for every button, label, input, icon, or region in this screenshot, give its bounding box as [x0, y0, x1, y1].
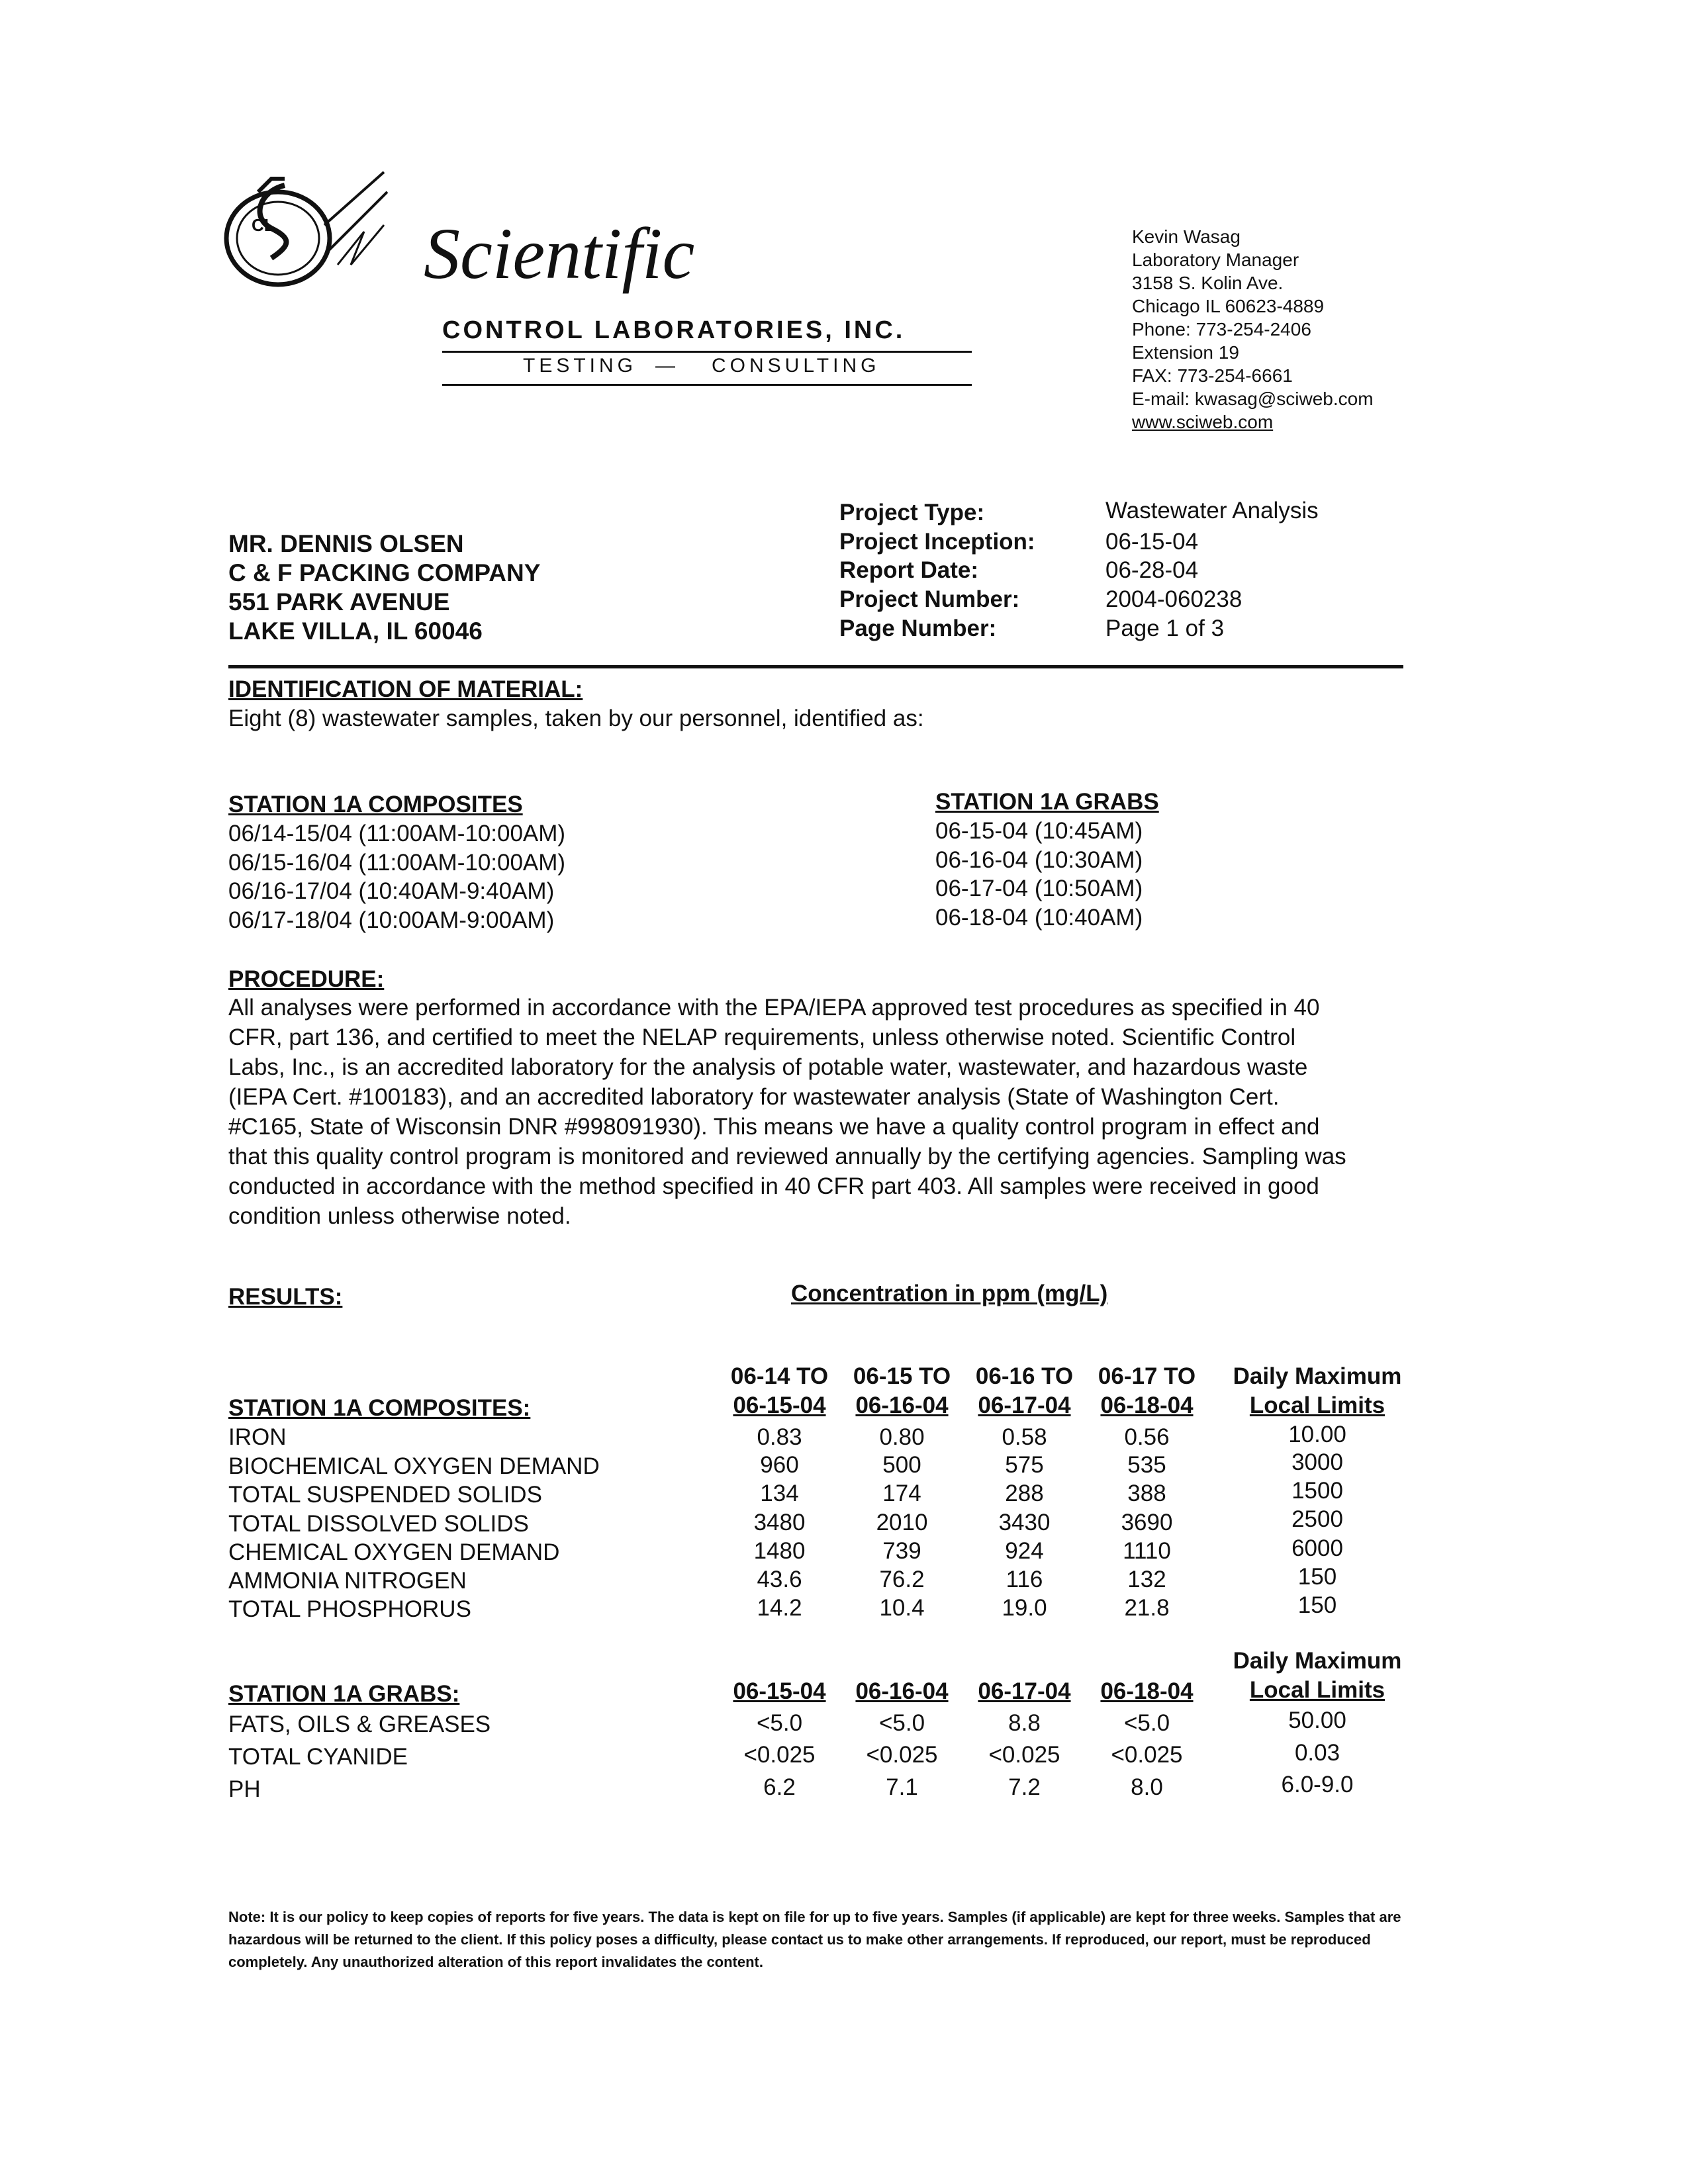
table-cell: 6.0-9.0 [1281, 1772, 1354, 1797]
table-cell: 8.0 [1131, 1774, 1163, 1800]
row-label: TOTAL CYANIDE [228, 1744, 408, 1770]
column-header-top: Daily Maximum [1233, 1648, 1402, 1674]
contact-extension: Extension 19 [1132, 342, 1239, 363]
contact-block [1132, 225, 1374, 433]
procedure-line: Labs, Inc., is an accredited laboratory for the analysis of potable water, wastewater, and hazardous waste [228, 1054, 1308, 1080]
table-cell: 3480 [753, 1510, 806, 1535]
table-cell: 288 [1005, 1480, 1044, 1506]
grab-sample: 06-18-04 (10:40AM) [935, 905, 1143, 931]
table-cell: <0.025 [988, 1742, 1060, 1768]
flask-logo-icon [218, 165, 391, 298]
company-logo [218, 152, 1013, 397]
table-cell: <5.0 [1123, 1710, 1170, 1736]
table-cell: 6.2 [763, 1774, 796, 1800]
table-cell: 535 [1127, 1452, 1166, 1478]
page-number-value: Page 1 of 3 [1105, 615, 1225, 641]
table-cell: 960 [760, 1452, 799, 1478]
table-cell: <0.025 [1111, 1742, 1183, 1768]
procedure-heading: PROCEDURE: [228, 966, 385, 992]
table-cell: 150 [1297, 1564, 1337, 1590]
project-number-label: Project Number: [839, 586, 1020, 612]
table-cell: 388 [1127, 1480, 1166, 1506]
report-date-value: 06-28-04 [1105, 557, 1199, 583]
row-label: AMMONIA NITROGEN [228, 1568, 467, 1594]
composite-sample: 06/15-16/04 (11:00AM-10:00AM) [228, 850, 566, 876]
procedure-line: that this quality control program is monitored and reviewed annually by the certifying agencies. Sampling was [228, 1144, 1346, 1169]
client-company: C & F PACKING COMPANY [228, 559, 541, 586]
procedure-line: conducted in accordance with the method specified in 40 CFR part 403. All samples were received in good [228, 1173, 1319, 1199]
client-street: 551 PARK AVENUE [228, 588, 450, 615]
table-cell: 8.8 [1008, 1710, 1041, 1736]
logo-tagline-right: CONSULTING [712, 355, 880, 377]
column-header-bottom: 06-18-04 [1100, 1678, 1194, 1704]
table-cell: 132 [1127, 1567, 1166, 1592]
contact-fax: FAX: 773-254-6661 [1132, 365, 1293, 386]
composite-sample: 06/16-17/04 (10:40AM-9:40AM) [228, 878, 555, 904]
table-cell: 500 [882, 1452, 921, 1478]
footer-note: Note: It is our policy to keep copies of reports for five years. The data is kept on file for up to five years. Samples (if applicable) are kept for three weeks. Samples that are hazardous will be returned to the client. If this policy poses a difficulty, please contact us to make other arrangements. If reproduced, our report, must be reproduced completely. Any unauthorized alteration of this report invalidates the content. [228, 1909, 1401, 1970]
row-label: TOTAL PHOSPHORUS [228, 1596, 471, 1622]
table-cell: 76.2 [879, 1567, 925, 1592]
table-cell: 6000 [1291, 1535, 1343, 1561]
client-name: MR. DENNIS OLSEN [228, 530, 464, 557]
report-date-label: Report Date: [839, 557, 979, 583]
table-cell: <0.025 [866, 1742, 938, 1768]
table-cell: 3430 [998, 1510, 1051, 1535]
table-cell: 924 [1005, 1538, 1044, 1564]
table-cell: 10.00 [1288, 1422, 1346, 1447]
results-heading: RESULTS: [228, 1284, 343, 1310]
table-cell: 7.1 [886, 1774, 918, 1800]
logo-monogram: CL [252, 215, 275, 235]
project-type-value: Wastewater Analysis [1105, 498, 1319, 523]
table-cell: 0.80 [879, 1424, 925, 1450]
composite-sample: 06/14-15/04 (11:00AM-10:00AM) [228, 821, 566, 846]
table-cell: 1500 [1291, 1478, 1343, 1504]
column-header-bottom: Local Limits [1249, 1677, 1385, 1703]
table-cell: 0.83 [757, 1424, 802, 1450]
project-type-label: Project Type: [839, 500, 985, 525]
column-header-top: 06-15 TO [853, 1363, 951, 1389]
table-cell: 43.6 [757, 1567, 802, 1592]
table-cell: 575 [1005, 1452, 1044, 1478]
contact-name: Kevin Wasag [1132, 226, 1241, 247]
row-label: CHEMICAL OXYGEN DEMAND [228, 1539, 560, 1565]
table-cell: 3000 [1291, 1449, 1343, 1475]
procedure-line: All analyses were performed in accordance with the EPA/IEPA approved test procedures as specified in 40 [228, 995, 1320, 1021]
procedure-line: (IEPA Cert. #100183), and an accredited laboratory for wastewater analysis (State of Washington Cert. [228, 1084, 1280, 1110]
column-header-top: 06-17 TO [1098, 1363, 1196, 1389]
composites-table-heading: STATION 1A COMPOSITES: [228, 1395, 531, 1421]
procedure-paragraph [228, 993, 1453, 1231]
table-cell: <0.025 [743, 1742, 816, 1768]
column-header-top: 06-14 TO [730, 1363, 829, 1389]
composites-list-heading: STATION 1A COMPOSITES [228, 792, 523, 817]
column-header-top: 06-16 TO [975, 1363, 1074, 1389]
logo-tagline-left: TESTING [523, 355, 637, 377]
column-header-bottom: 06-15-04 [733, 1678, 826, 1704]
contact-address1: 3158 S. Kolin Ave. [1132, 273, 1284, 293]
row-label: FATS, OILS & GREASES [228, 1711, 491, 1737]
grab-sample: 06-16-04 (10:30AM) [935, 847, 1143, 873]
contact-email[interactable]: E-mail: kwasag@sciweb.com [1132, 388, 1374, 409]
procedure-line: CFR, part 136, and certified to meet the NELAP requirements, unless otherwise noted. Scientific Control [228, 1024, 1296, 1050]
client-address-block [228, 529, 540, 646]
row-label: PH [228, 1776, 261, 1802]
logo-rule-bottom [442, 384, 972, 386]
table-cell: 7.2 [1008, 1774, 1041, 1800]
composite-sample: 06/17-18/04 (10:00AM-9:00AM) [228, 907, 555, 933]
table-cell: 50.00 [1288, 1707, 1346, 1733]
logo-tagline-dash: — [655, 355, 679, 377]
table-cell: 21.8 [1124, 1595, 1170, 1621]
grabs-table-heading: STATION 1A GRABS: [228, 1681, 460, 1707]
table-cell: 0.03 [1294, 1740, 1340, 1766]
table-cell: <5.0 [878, 1710, 925, 1736]
table-cell: 116 [1006, 1567, 1043, 1592]
table-cell: 2500 [1291, 1506, 1343, 1532]
table-cell: 1480 [753, 1538, 806, 1564]
column-header-bottom: 06-15-04 [733, 1392, 826, 1418]
table-cell: 19.0 [1002, 1595, 1047, 1621]
client-city: LAKE VILLA, IL 60046 [228, 617, 483, 645]
row-label: IRON [228, 1424, 287, 1450]
identification-heading: IDENTIFICATION OF MATERIAL: [228, 676, 583, 702]
logo-company-name: CONTROL LABORATORIES, INC. [442, 316, 906, 344]
contact-title: Laboratory Manager [1132, 250, 1299, 270]
grab-sample: 06-15-04 (10:45AM) [935, 818, 1143, 844]
row-label: TOTAL DISSOLVED SOLIDS [228, 1511, 529, 1537]
procedure-line: #C165, State of Wisconsin DNR #998091930). This means we have a quality control program in effect and [228, 1114, 1320, 1140]
table-cell: 150 [1297, 1592, 1337, 1618]
table-cell: 0.58 [1002, 1424, 1047, 1450]
table-cell: 174 [882, 1480, 921, 1506]
page-number-label: Page Number: [839, 615, 997, 641]
contact-address2: Chicago IL 60623-4889 [1132, 296, 1325, 316]
column-header-bottom: 06-17-04 [978, 1392, 1071, 1418]
table-cell: 1110 [1123, 1538, 1171, 1564]
row-label: TOTAL SUSPENDED SOLIDS [228, 1482, 542, 1508]
procedure-line: condition unless otherwise noted. [228, 1203, 571, 1229]
column-header-bottom: Local Limits [1249, 1392, 1385, 1418]
table-cell: 14.2 [757, 1595, 802, 1621]
logo-rule-top [442, 351, 972, 353]
table-cell: 739 [882, 1538, 921, 1564]
column-header-bottom: 06-16-04 [855, 1678, 949, 1704]
identification-text: Eight (8) wastewater samples, taken by our personnel, identified as: [228, 705, 924, 731]
project-number-value: 2004-060238 [1105, 586, 1243, 612]
contact-website-link[interactable]: www.sciweb.com [1132, 412, 1274, 432]
row-label: BIOCHEMICAL OXYGEN DEMAND [228, 1453, 600, 1479]
project-inception-value: 06-15-04 [1105, 529, 1199, 555]
table-cell: 3690 [1121, 1510, 1173, 1535]
header-divider [228, 665, 1403, 668]
column-header-bottom: 06-16-04 [855, 1392, 949, 1418]
grab-sample: 06-17-04 (10:50AM) [935, 876, 1143, 901]
project-inception-label: Project Inception: [839, 529, 1035, 555]
grabs-list-heading: STATION 1A GRABS [935, 789, 1159, 815]
column-header-bottom: 06-18-04 [1100, 1392, 1194, 1418]
table-cell: 134 [760, 1480, 799, 1506]
table-cell: 10.4 [879, 1595, 925, 1621]
column-header-bottom: 06-17-04 [978, 1678, 1071, 1704]
contact-phone: Phone: 773-254-2406 [1132, 319, 1311, 340]
column-header-top: Daily Maximum [1233, 1363, 1402, 1389]
results-units: Concentration in ppm (mg/L) [791, 1281, 1108, 1306]
logo-script-word: Scientific [424, 213, 695, 294]
table-cell: 0.56 [1124, 1424, 1170, 1450]
table-cell: 2010 [876, 1510, 928, 1535]
table-cell: <5.0 [756, 1710, 803, 1736]
